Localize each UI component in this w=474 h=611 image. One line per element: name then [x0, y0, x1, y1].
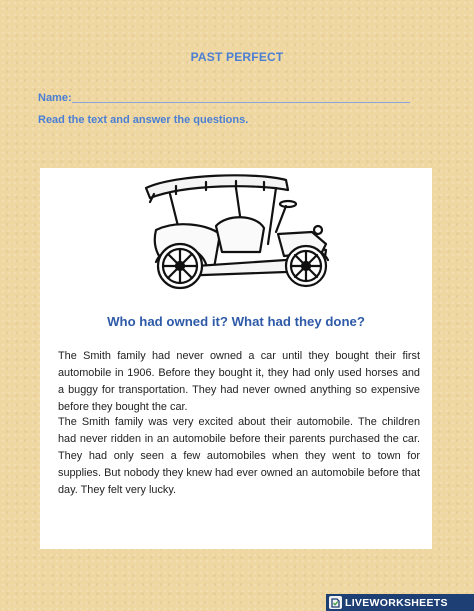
vintage-car-icon	[136, 172, 336, 290]
instruction-text: Read the text and answer the questions.	[38, 114, 249, 126]
worksheet-title: PAST PERFECT	[190, 50, 284, 64]
name-input-line[interactable]	[72, 102, 410, 103]
name-field-row	[38, 92, 410, 106]
liveworksheets-logo-icon	[329, 596, 342, 609]
reading-card	[40, 168, 432, 549]
name-label: Name:	[38, 92, 72, 104]
liveworksheets-badge[interactable]	[326, 594, 474, 611]
liveworksheets-brand: LIVEWORKSHEETS	[345, 596, 448, 609]
reading-paragraph-2: The Smith family was very excited about their automobile. The children had never ridden in an automobile before their parents purchased the car. They had only seen a few automobiles when they went to town for supplies. But nobody they knew had ever owned an automobile before that day. They felt very lucky.	[58, 416, 420, 496]
reading-paragraph-1: The Smith family had never owned a car until they bought their first automobile in 1906. Before they bought it, they had only used horses and a buggy for transportation. They had never owned anything so expensive before they bought the car.	[58, 350, 420, 413]
reading-heading: Who had owned it? What had they done?	[107, 314, 365, 329]
